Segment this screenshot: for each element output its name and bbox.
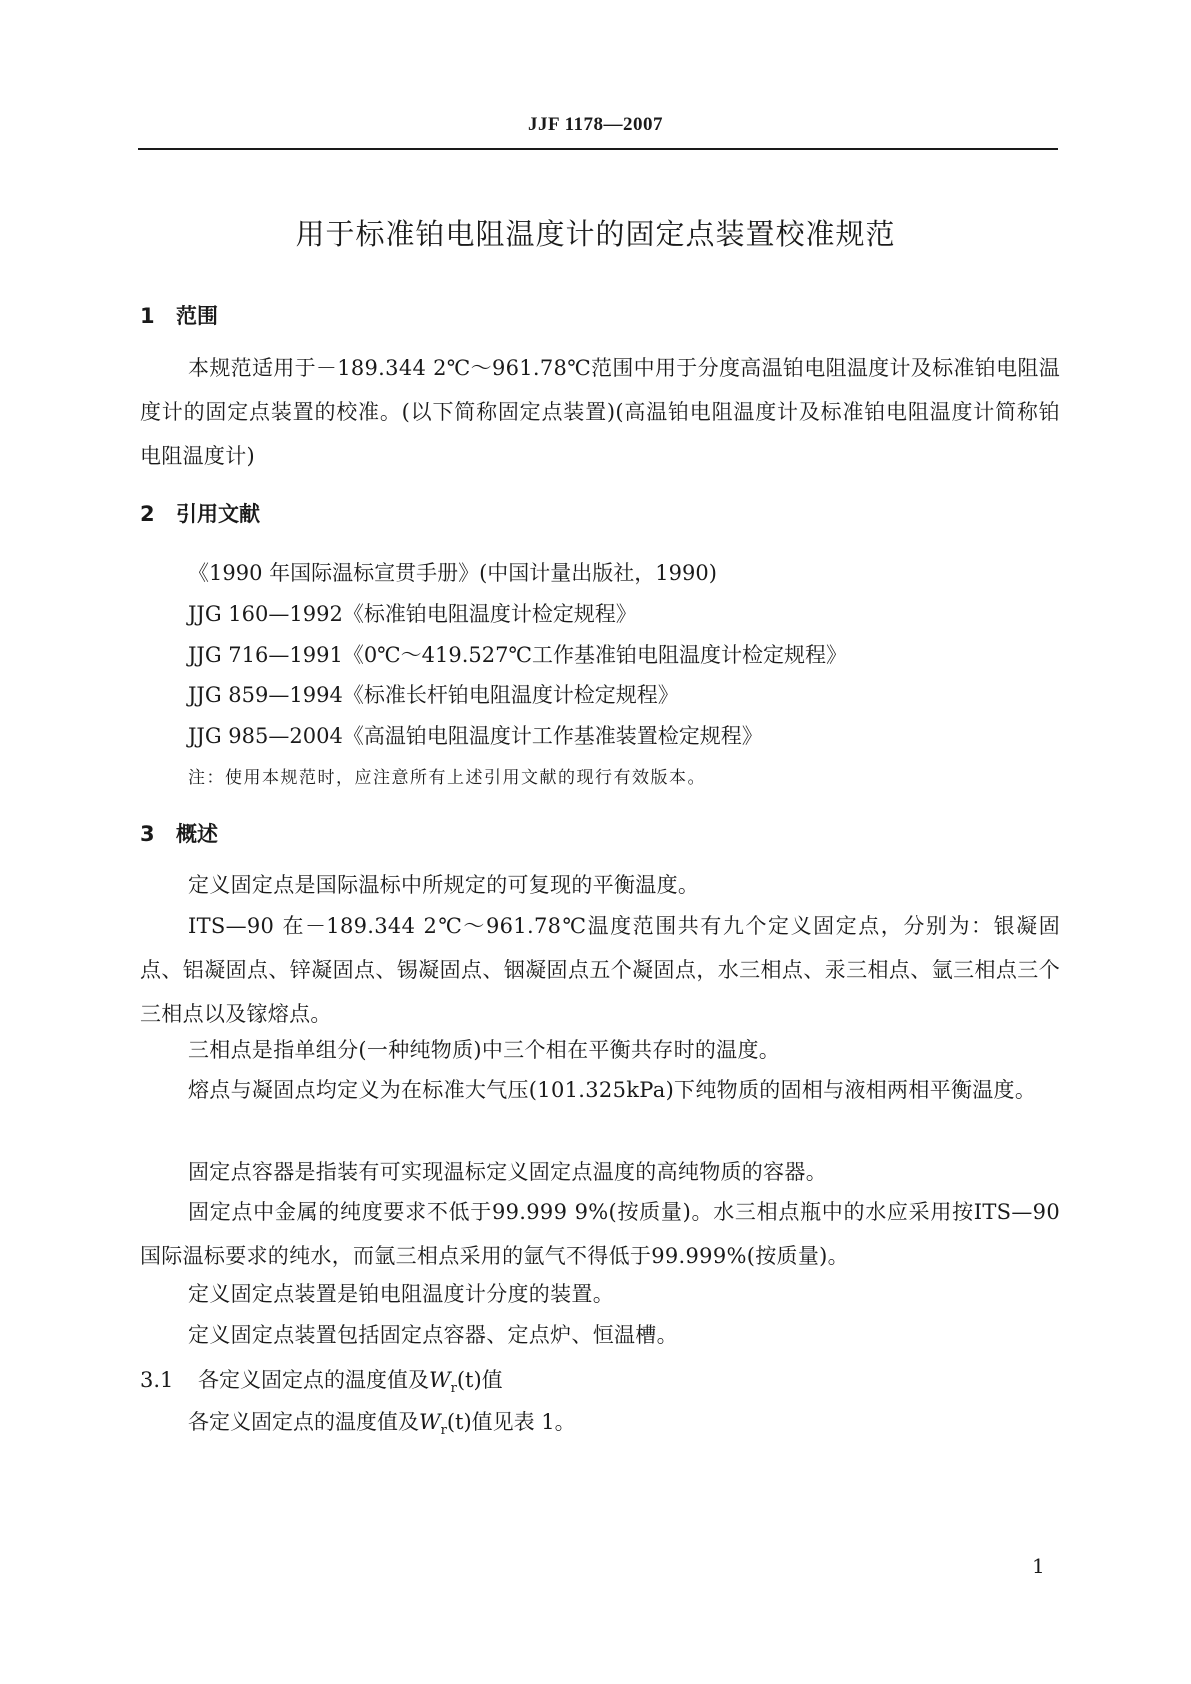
symbol-w: W — [429, 1368, 451, 1392]
section-1-paragraph: 本规范适用于－189.344 2℃～961.78℃范围中用于分度高温铂电阻温度计及标准铂电阻温度计的固定点装置的校准。(以下简称固定点装置)(高温铂电阻温度计及标准铂电阻温度计简称铂电阻温度计) — [140, 356, 1060, 468]
reference-item: JJG 160—1992《标准铂电阻温度计检定规程》 — [188, 602, 637, 626]
document-title: 用于标准铂电阻温度计的固定点装置校准规范 — [295, 217, 896, 251]
overview-paragraph: 固定点容器是指装有可实现温标定义固定点温度的高纯物质的容器。 — [188, 1160, 827, 1184]
section-title: 概述 — [176, 822, 218, 846]
body-text: 各定义固定点的温度值及 — [188, 1410, 419, 1434]
subsection-title-suffix: (t)值 — [456, 1368, 503, 1392]
overview-paragraph: 三相点是指单组分(一种纯物质)中三个相在平衡共存时的温度。 — [188, 1038, 781, 1062]
symbol-subscript: r — [450, 1381, 457, 1397]
reference-item: JJG 859—1994《标准长杆铂电阻温度计检定规程》 — [188, 683, 679, 707]
symbol-w: W — [419, 1410, 441, 1434]
section-number: 2 — [140, 502, 155, 526]
page-number: 1 — [1032, 1554, 1045, 1578]
overview-paragraph: 固定点中金属的纯度要求不低于99.999 9%(按质量)。水三相点瓶中的水应采用按ITS—90 国际温标要求的纯水，而氩三相点采用的氩气不得低于99.999%(按质量)。 — [140, 1200, 1060, 1268]
symbol-subscript: r — [440, 1423, 447, 1439]
section-number: 3 — [140, 822, 155, 846]
subsection-3-1-heading — [140, 1364, 503, 1396]
overview-paragraph: 定义固定点装置是铂电阻温度计分度的装置。 — [188, 1282, 614, 1306]
overview-paragraph: 定义固定点装置包括固定点容器、定点炉、恒温槽。 — [188, 1323, 678, 1347]
overview-paragraph: ITS—90 在－189.344 2℃～961.78℃温度范围共有九个定义固定点，分别为：银凝固点、铝凝固点、锌凝固点、锡凝固点、铟凝固点五个凝固点，水三相点、汞三相点、氩三相点三个三相点以及镓熔点。 — [140, 914, 1060, 1026]
overview-paragraph: 定义固定点是国际温标中所规定的可复现的平衡温度。 — [188, 873, 700, 897]
header-divider — [138, 148, 1058, 150]
section-title: 引用文献 — [176, 502, 260, 526]
overview-paragraph: 熔点与凝固点均定义为在标准大气压(101.325kPa)下纯物质的固相与液相两相平衡温度。 — [188, 1078, 1037, 1102]
reference-item: JJG 985—2004《高温铂电阻温度计工作基准装置检定规程》 — [188, 724, 763, 748]
subsection-number: 3.1 — [140, 1368, 174, 1392]
reference-note: 注：使用本规范时，应注意所有上述引用文献的现行有效版本。 — [188, 768, 706, 788]
subsection-title-text: 各定义固定点的温度值及 — [198, 1368, 429, 1392]
standard-code-header: JJF 1178—2007 — [527, 114, 664, 135]
subsection-3-1-body — [188, 1406, 576, 1438]
reference-item: JJG 716—1991《0℃～419.527℃工作基准铂电阻温度计检定规程》 — [188, 643, 847, 667]
reference-item: 《1990 年国际温标宣贯手册》(中国计量出版社，1990) — [188, 561, 717, 585]
section-title: 范围 — [176, 304, 218, 328]
section-number: 1 — [140, 304, 155, 328]
section-2-heading — [140, 498, 260, 528]
body-text-suffix: (t)值见表 1。 — [446, 1410, 576, 1434]
section-1-heading — [140, 300, 218, 330]
section-3-heading — [140, 818, 218, 848]
